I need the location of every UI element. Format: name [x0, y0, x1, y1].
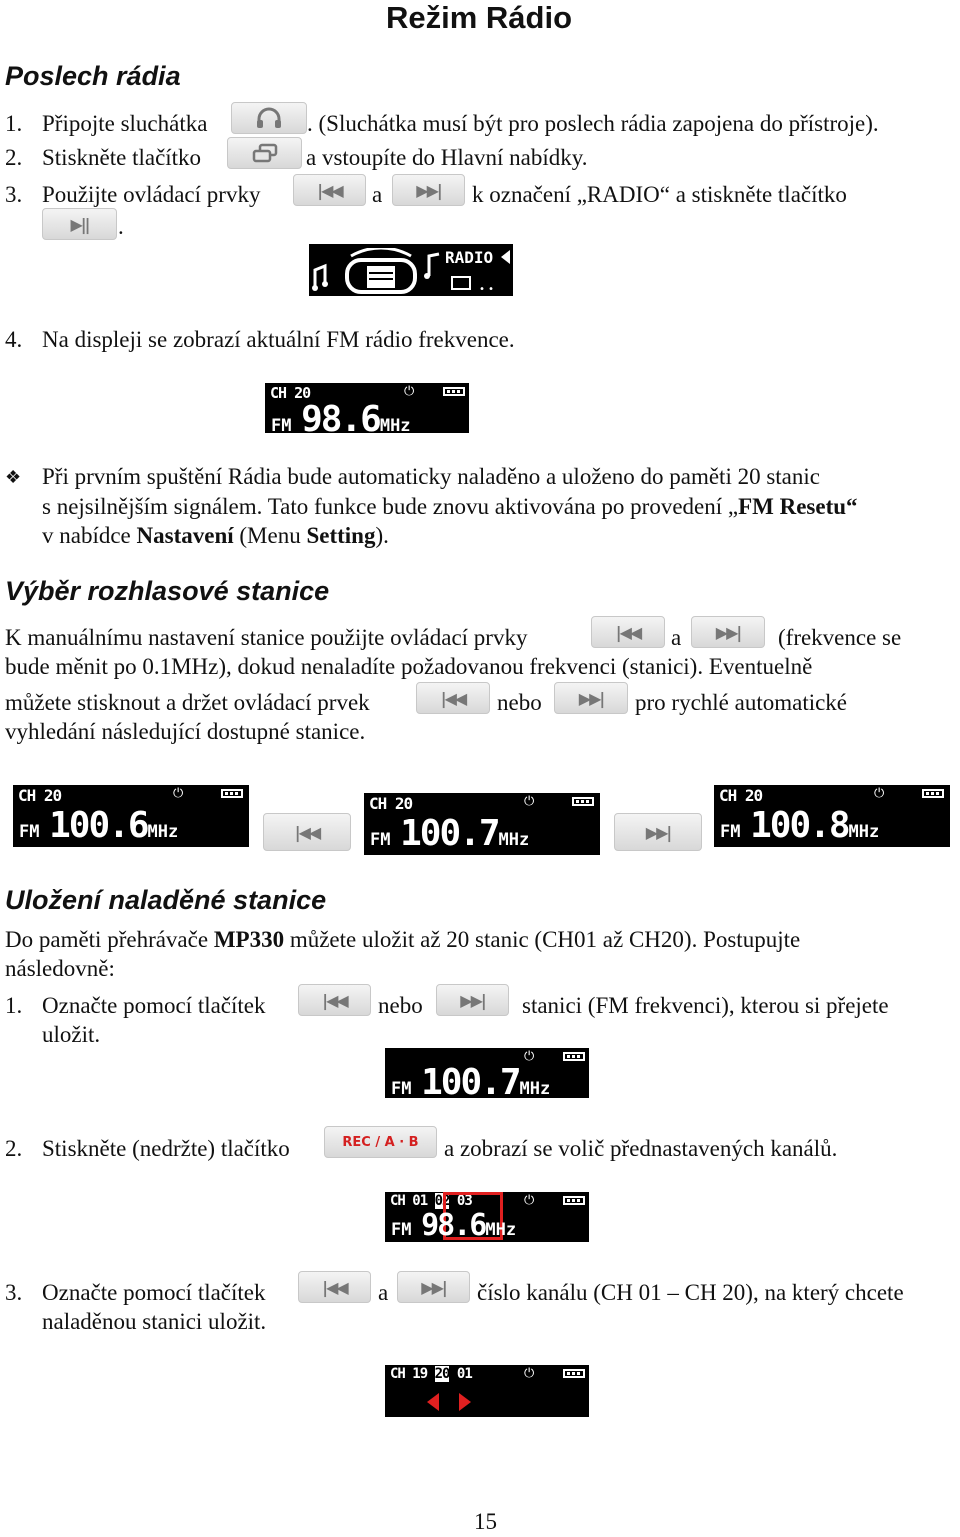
- channel-label: CH: [390, 1366, 405, 1382]
- note-line2: [42, 492, 858, 522]
- s3-or: nebo: [378, 993, 423, 1018]
- fm-display: [385, 1048, 589, 1098]
- power-icon: ⏻: [524, 1049, 535, 1064]
- rec-ab-button-icon: REC / A · B: [324, 1126, 437, 1158]
- radio-menu-display: [309, 244, 513, 296]
- menu-icon: [227, 137, 302, 169]
- battery-icon: [563, 1052, 585, 1061]
- step3-period: .: [118, 214, 124, 239]
- frequency-value: 100.7: [421, 1062, 520, 1098]
- preset-number: 01: [412, 1193, 428, 1209]
- fm-label: FM: [271, 416, 292, 433]
- step2-text: Stiskněte tlačítko: [42, 145, 202, 170]
- step-number: 2.: [5, 1136, 23, 1161]
- s2-and: a: [671, 625, 682, 650]
- right-arrow-icon: [459, 1393, 471, 1411]
- preset-number-selected: 02: [434, 1193, 450, 1209]
- mhz-label: MHz: [485, 1220, 517, 1240]
- radio-label: RADIO: [445, 248, 494, 267]
- note-text: ).: [375, 523, 389, 548]
- prev-button-icon: |◀◀: [293, 174, 366, 206]
- prev-button-icon: |◀◀: [298, 1271, 371, 1303]
- note-text: s nejsilnějším signálem.: [42, 494, 268, 519]
- fm-label: FM: [720, 822, 741, 842]
- battery-icon: [563, 1196, 585, 1205]
- fm-display: [364, 793, 600, 855]
- next-button-icon: ▶▶|: [554, 682, 628, 714]
- radio-icon: [311, 248, 441, 294]
- next-button-icon: ▶▶|: [614, 813, 702, 851]
- s3-step1-cont: uložit.: [42, 1022, 101, 1047]
- frequency-value: 100.8: [750, 805, 849, 846]
- note-line1: Při prvním spuštění Rádia bude automaticky naladěno a uloženo do paměti 20 stanic: [42, 464, 820, 489]
- dots-icon: ••: [479, 284, 498, 295]
- preset-number: 01: [456, 1366, 472, 1382]
- preset-number: 19: [412, 1366, 428, 1382]
- fm-display: [714, 785, 950, 847]
- step3-and: a: [372, 182, 383, 207]
- section-heading-listening: Poslech rádia: [5, 61, 181, 91]
- s3-step3-text: Označte pomocí tlačítek: [42, 1280, 266, 1305]
- record-icon: [451, 276, 471, 290]
- note-text: v nabídce: [42, 523, 137, 548]
- power-icon: ⏻: [524, 1366, 535, 1381]
- section-heading-save-station: Uložení naladěné stanice: [5, 885, 327, 915]
- battery-icon: [443, 387, 465, 396]
- preset-display: [385, 1365, 589, 1417]
- s2-line3-end: pro rychlé automatické: [635, 690, 848, 715]
- step1-note: . (Sluchátka musí být pro poslech rádia zapojena do přístroje).: [307, 111, 879, 136]
- s3-text: můžete uložit až 20 stanic (CH01 až CH20). Postupujte: [284, 927, 801, 952]
- s3-step2-text: Stiskněte (nedržte) tlačítko: [42, 1136, 290, 1161]
- channel-label: CH: [390, 1193, 405, 1209]
- prev-button-icon: |◀◀: [298, 984, 371, 1016]
- battery-icon: [563, 1369, 585, 1378]
- fm-reset-term: FM Resetu: [738, 494, 847, 519]
- s3-step3-cont: naladěnou stanici uložit.: [42, 1309, 267, 1334]
- prev-button-icon: |◀◀: [416, 682, 490, 714]
- prev-button-icon: |◀◀: [263, 813, 351, 851]
- setting-term: Setting: [306, 523, 376, 548]
- next-button-icon: ▶▶|: [436, 984, 509, 1016]
- frequency-value: 98.6: [301, 399, 380, 433]
- mhz-label: MHz: [848, 822, 880, 842]
- channel-label: CH 20: [18, 786, 62, 805]
- fm-label: FM: [391, 1079, 412, 1098]
- s3-step1-end: stanici (FM frekvenci), kterou si přejete: [522, 993, 889, 1018]
- preset-number: 03: [456, 1193, 472, 1209]
- fm-label: FM: [391, 1220, 412, 1240]
- left-arrow-icon: [501, 250, 510, 264]
- s3-step1-text: Označte pomocí tlačítek: [42, 993, 266, 1018]
- step1-text: Připojte sluchátka: [42, 111, 208, 136]
- s3-step2-end: a zobrazí se volič přednastavených kanálů.: [444, 1136, 838, 1161]
- channel-label: CH 20: [270, 384, 311, 402]
- frequency-value: 98.6: [421, 1208, 486, 1242]
- step-number: 1.: [5, 993, 23, 1018]
- page-title: Režim Rádio: [386, 0, 573, 35]
- note-line3: [42, 521, 389, 551]
- s3-line2: následovně:: [5, 956, 115, 981]
- power-icon: ⏻: [173, 786, 184, 801]
- step2-text-end: a vstoupíte do Hlavní nabídky.: [306, 145, 588, 170]
- frequency-value: 100.6: [49, 805, 148, 846]
- note-text: (Menu: [233, 523, 307, 548]
- step-number: 2.: [5, 145, 23, 170]
- step-number: 3.: [5, 1280, 23, 1305]
- preset-row: [390, 1366, 472, 1382]
- s2-or: nebo: [497, 690, 542, 715]
- power-icon: ⏻: [874, 786, 885, 801]
- s2-line1: K manuálnímu nastavení stanice použijte ovládací prvky: [5, 625, 528, 650]
- battery-icon: [221, 789, 243, 798]
- headphones-icon: [231, 102, 307, 134]
- step3-text-end: k označení „RADIO“ a stiskněte tlačítko: [472, 182, 847, 207]
- power-icon: ⏻: [524, 1193, 535, 1208]
- fm-label: FM: [370, 830, 391, 850]
- preset-display: [385, 1192, 589, 1242]
- step-number: 4.: [5, 327, 23, 352]
- channel-label: CH 20: [719, 786, 763, 805]
- fm-display: [265, 383, 469, 433]
- next-button-icon: ▶▶|: [397, 1271, 470, 1303]
- power-icon: ⏻: [404, 384, 415, 399]
- next-button-icon: ▶▶|: [392, 174, 465, 206]
- battery-icon: [922, 789, 944, 798]
- step-number: 1.: [5, 111, 23, 136]
- page-number: 15: [474, 1509, 497, 1534]
- section-heading-station-select: Výběr rozhlasové stanice: [5, 576, 330, 606]
- fm-display: [13, 785, 249, 847]
- s3-line1: [5, 925, 800, 955]
- play-pause-button-icon: ▶||: [42, 208, 117, 240]
- s3-step3-end: číslo kanálu (CH 01 – CH 20), na který chcete: [477, 1280, 904, 1305]
- step3-text: Použijte ovládací prvky: [42, 182, 261, 207]
- settings-term: Nastavení: [136, 523, 234, 548]
- quote-mark: “: [846, 494, 858, 519]
- mhz-label: MHz: [498, 830, 530, 850]
- power-icon: ⏻: [524, 794, 535, 809]
- s2-line4: vyhledání následující dostupné stanice.: [5, 719, 366, 744]
- prev-button-icon: |◀◀: [591, 616, 665, 648]
- channel-label: CH 20: [369, 794, 413, 813]
- step4-text: Na displeji se zobrazí aktuální FM rádio frekvence.: [42, 327, 515, 352]
- step-number: 3.: [5, 182, 23, 207]
- fm-label: FM: [19, 822, 40, 842]
- left-arrow-icon: [427, 1393, 439, 1411]
- s2-line2: bude měnit po 0.1MHz), dokud nenaladíte požadovanou frekvenci (stanici). Eventuelně: [5, 654, 813, 679]
- s3-text: Do paměti přehrávače: [5, 927, 214, 952]
- preset-number-selected: 20: [434, 1366, 450, 1382]
- s3-and: a: [378, 1280, 389, 1305]
- model-name: MP330: [213, 927, 285, 952]
- note-text: Tato funkce bude znovu aktivována po provedení „: [267, 494, 739, 519]
- frequency-value: 100.7: [400, 813, 499, 854]
- next-button-icon: ▶▶|: [691, 616, 765, 648]
- diamond-bullet-icon: ❖: [5, 467, 22, 487]
- s2-line1-end: (frekvence se: [778, 625, 902, 650]
- mhz-label: MHz: [379, 416, 411, 433]
- mhz-label: MHz: [147, 822, 179, 842]
- s2-line3: můžete stisknout a držet ovládací prvek: [5, 690, 370, 715]
- mhz-label: MHz: [519, 1079, 551, 1098]
- battery-icon: [572, 797, 594, 806]
